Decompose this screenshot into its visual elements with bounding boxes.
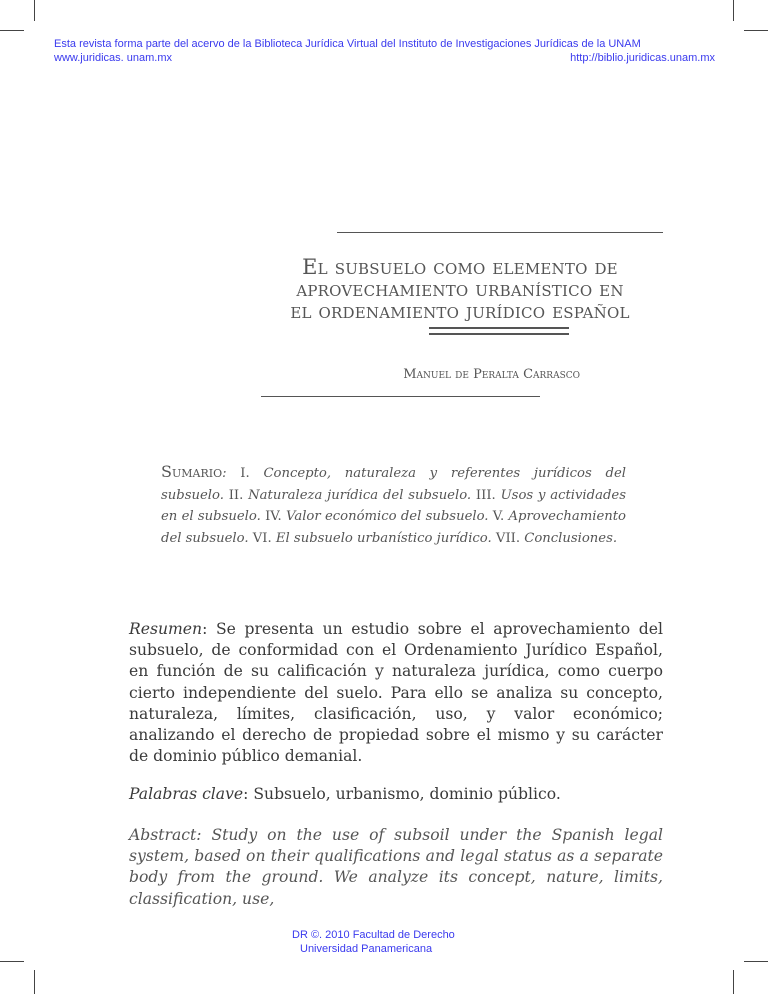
crop-mark-top-left-v [34, 0, 35, 21]
crop-mark-bottom-left-v [34, 970, 35, 994]
resumen-text: Se presenta un estudio sobre el aprovechamiento del subsuelo, de conformidad con el Ordenamiento Jurídico Español, en función de su calificación y naturaleza jurídica, como cuerpo cierto independiente del suelo. Para ello se analiza su concepto, naturaleza, límites, clasificación, uso, y valor económico; analizando el derecho de propiedad sobre el mismo y su carácter de dominio público demanial. [129, 620, 664, 766]
footer-copyright: DR ©. 2010 Facultad de Derecho [292, 929, 455, 941]
toc-item: Concepto, naturaleza y referentes jurídicos del subsuelo. [161, 466, 626, 503]
header-links [54, 51, 715, 65]
abstract-paragraph: Abstract: Study on the use of subsoil under the Spanish legal system, based on their qualifications and legal status as a separate body from the ground. We analyze its concept, nature, limits, classification, use, [129, 826, 663, 908]
toc-item: Usos y actividades en el subsuelo. [161, 487, 626, 524]
sumario-label: Sumario [161, 462, 223, 481]
keywords-paragraph: Palabras clave: Subsuelo, urbanismo, dominio público. [129, 785, 561, 803]
toc-item: Conclusiones. [524, 530, 618, 546]
crop-mark-top-right-v [733, 0, 734, 21]
crop-mark-bottom-left-h [0, 961, 24, 962]
keywords-text: Subsuelo, urbanismo, dominio público. [253, 785, 561, 803]
toc-num: V. [492, 509, 505, 524]
toc-item: Valor económico del subsuelo. [286, 509, 489, 524]
article-title [230, 256, 690, 322]
header-left-link[interactable]: www.juridicas. unam.mx [54, 52, 172, 64]
toc-num: II. [228, 487, 244, 503]
crop-mark-bottom-right-h [744, 961, 768, 962]
author-name: Manuel de Peralta Carrasco [403, 367, 580, 382]
header-notice-text: Esta revista forma parte del acervo de la Biblioteca Jurídica Virtual del Instituto de Investigaciones Jurídicas de la UNAM [54, 38, 641, 50]
toc-item: Naturaleza jurídica del subsuelo. [248, 487, 472, 503]
crop-mark-bottom-right-v [733, 970, 734, 994]
resumen-paragraph: Resumen: Se presenta un estudio sobre el aprovechamiento del subsuelo, de conformidad con el Ordenamiento Jurídico Español, en función de su calificación y naturaleza jurídica, como cuerpo cierto independiente del suelo. Para ello se analiza su concepto, naturaleza, límites, clasificación, uso, y valor económico; analizando el derecho de propiedad sobre el mismo y su carácter de dominio público demanial. [129, 620, 664, 766]
title-line: el ordenamiento jurídico español [290, 299, 630, 323]
toc-num: IV. [265, 509, 282, 524]
header-right-link[interactable]: http://biblio.juridicas.unam.mx [570, 52, 715, 64]
repository-header [54, 37, 715, 65]
keywords-label: Palabras clave [129, 785, 244, 803]
abstract-label: Abstract [129, 826, 197, 844]
title-line: aprovechamiento urbanístico en [296, 277, 624, 301]
toc-item: El subsuelo urbanístico jurídico. [275, 530, 492, 546]
toc-num: I. [240, 466, 250, 481]
title-line: El subsuelo como elemento de [302, 255, 618, 279]
abstract-text: Study on the use of subsoil under the Spanish legal system, based on their qualifications and legal status as a separate body from the ground. We analyze its concept, nature, limits, classification, use, [129, 826, 663, 908]
header-notice [54, 37, 715, 51]
toc-num: VII. [495, 530, 521, 546]
resumen-label: Resumen [129, 620, 203, 638]
author-rule [261, 396, 540, 397]
footer-institution: Universidad Panamericana [300, 943, 433, 955]
crop-mark-top-left-h [0, 30, 24, 31]
toc-item: Aprovechamiento del subsuelo. [161, 509, 626, 546]
crop-mark-top-right-h [744, 30, 768, 31]
toc-num: VI. [252, 530, 272, 546]
toc-num: III. [475, 487, 496, 503]
title-double-rule-bottom [429, 333, 569, 335]
title-double-rule-top [429, 327, 569, 329]
copyright-footer [292, 928, 455, 956]
title-top-rule [337, 232, 663, 233]
table-of-contents: Sumario: I. Concepto, naturaleza y referentes jurídicos del subsuelo. II. Naturaleza jurídica del subsuelo. III. Usos y actividades en el subsuelo. IV. Valor económico del subsuelo. V. Aprovechamiento del subsuelo. VI. El subsuelo urbanístico jurídico. VII. Conclusiones. [161, 462, 626, 546]
